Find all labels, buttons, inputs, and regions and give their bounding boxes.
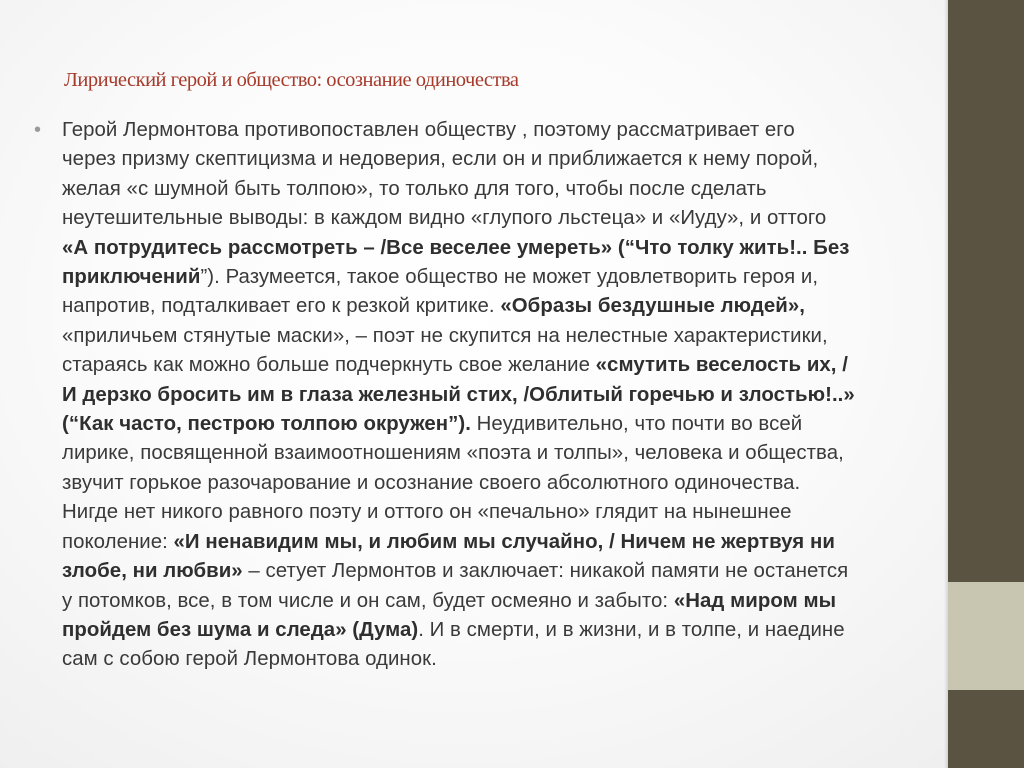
paragraph (62, 116, 946, 675)
bold-text-run: И дерзко бросить им в глаза железный стих, /Облитый горечью и злостью!..» (62, 383, 855, 406)
bold-text-run: (“Как часто, пестрою толпою окружен”). (62, 413, 471, 436)
text-line (62, 175, 946, 204)
text-line (62, 616, 946, 645)
text-run: Нигде нет никого равного поэту и оттого он «печально» глядит на нынешнее (62, 501, 792, 524)
text-run: – сетует Лермонтов и заключает: никакой памяти не останется (242, 560, 849, 583)
text-run: Герой Лермонтова противопоставлен обществу , поэтому рассматривает его (62, 119, 795, 141)
bullet-item (34, 116, 946, 675)
text-line (62, 322, 946, 351)
text-run: «приличьем стянутые маски», – поэт не скупится на нелестные характеристики, (62, 324, 828, 347)
bullet-icon: • (34, 119, 42, 141)
text-line (62, 498, 946, 527)
text-run: . И в смерти, и в жизни, и в толпе, и наедине (418, 618, 845, 641)
text-run: желая «с шумной быть толпою», то только для того, чтобы после сделать (62, 177, 767, 200)
text-line (62, 557, 946, 586)
bold-text-run: «Над миром мы (673, 589, 837, 612)
text-line (62, 381, 946, 410)
bold-text-run: «Образы бездушные людей», (500, 295, 805, 318)
text-line (62, 204, 946, 233)
text-run: неутешительные выводы: в каждом видно «глупого льстеца» и «Иуду», и оттого (62, 207, 827, 230)
bold-text-run: «смутить веселость их, / (595, 354, 848, 377)
text-run: звучит горькое разочарование и осознание своего абсолютного одиночества. (62, 471, 801, 494)
bold-text-run: «И ненавидим мы, и любим мы случайно, / Ничем не жертвуя ни (173, 530, 835, 553)
text-line (62, 528, 946, 557)
side-bar-accent (948, 582, 1024, 690)
text-run: напротив, подталкивает его к резкой критике. (62, 295, 501, 318)
bold-text-run: пройдем без шума и следа» (Дума) (62, 618, 419, 641)
text-line (62, 645, 946, 674)
bold-text-run: злобе, ни любви» (62, 560, 243, 583)
text-line (62, 292, 946, 321)
text-run: ”). Разумеется, такое общество не может удовлетворить героя и, (200, 266, 819, 289)
text-run: у потомков, все, в том числе и он сам, будет осмеяно и забыто: (62, 589, 674, 612)
slide-title: Лирический герой и общество: осознание одиночества (64, 69, 519, 91)
bold-text-run: приключений (62, 266, 201, 289)
text-line (62, 587, 946, 616)
text-run: сам с собою герой Лермонтова одинок. (62, 648, 437, 671)
text-line (62, 439, 946, 468)
text-line (62, 116, 946, 145)
bold-text-run: «А потрудитесь рассмотреть – /Все веселее умереть» (“Что толку жить!.. Без (62, 236, 850, 259)
text-run: стараясь как можно больше подчеркнуть свое желание (62, 354, 596, 377)
slide-body (34, 116, 946, 675)
text-run: поколение: (62, 530, 174, 553)
text-run: Неудивительно, что почти во всей (470, 413, 803, 436)
text-line (62, 234, 946, 263)
text-run: через призму скептицизма и недоверия, если он и приближается к нему порой, (62, 148, 819, 171)
text-line (62, 263, 946, 292)
text-line (62, 410, 946, 439)
text-run: лирике, посвященной взаимоотношениям «поэта и толпы», человека и общества, (62, 442, 844, 465)
text-line (62, 145, 946, 174)
text-line (62, 351, 946, 380)
text-line (62, 469, 946, 498)
